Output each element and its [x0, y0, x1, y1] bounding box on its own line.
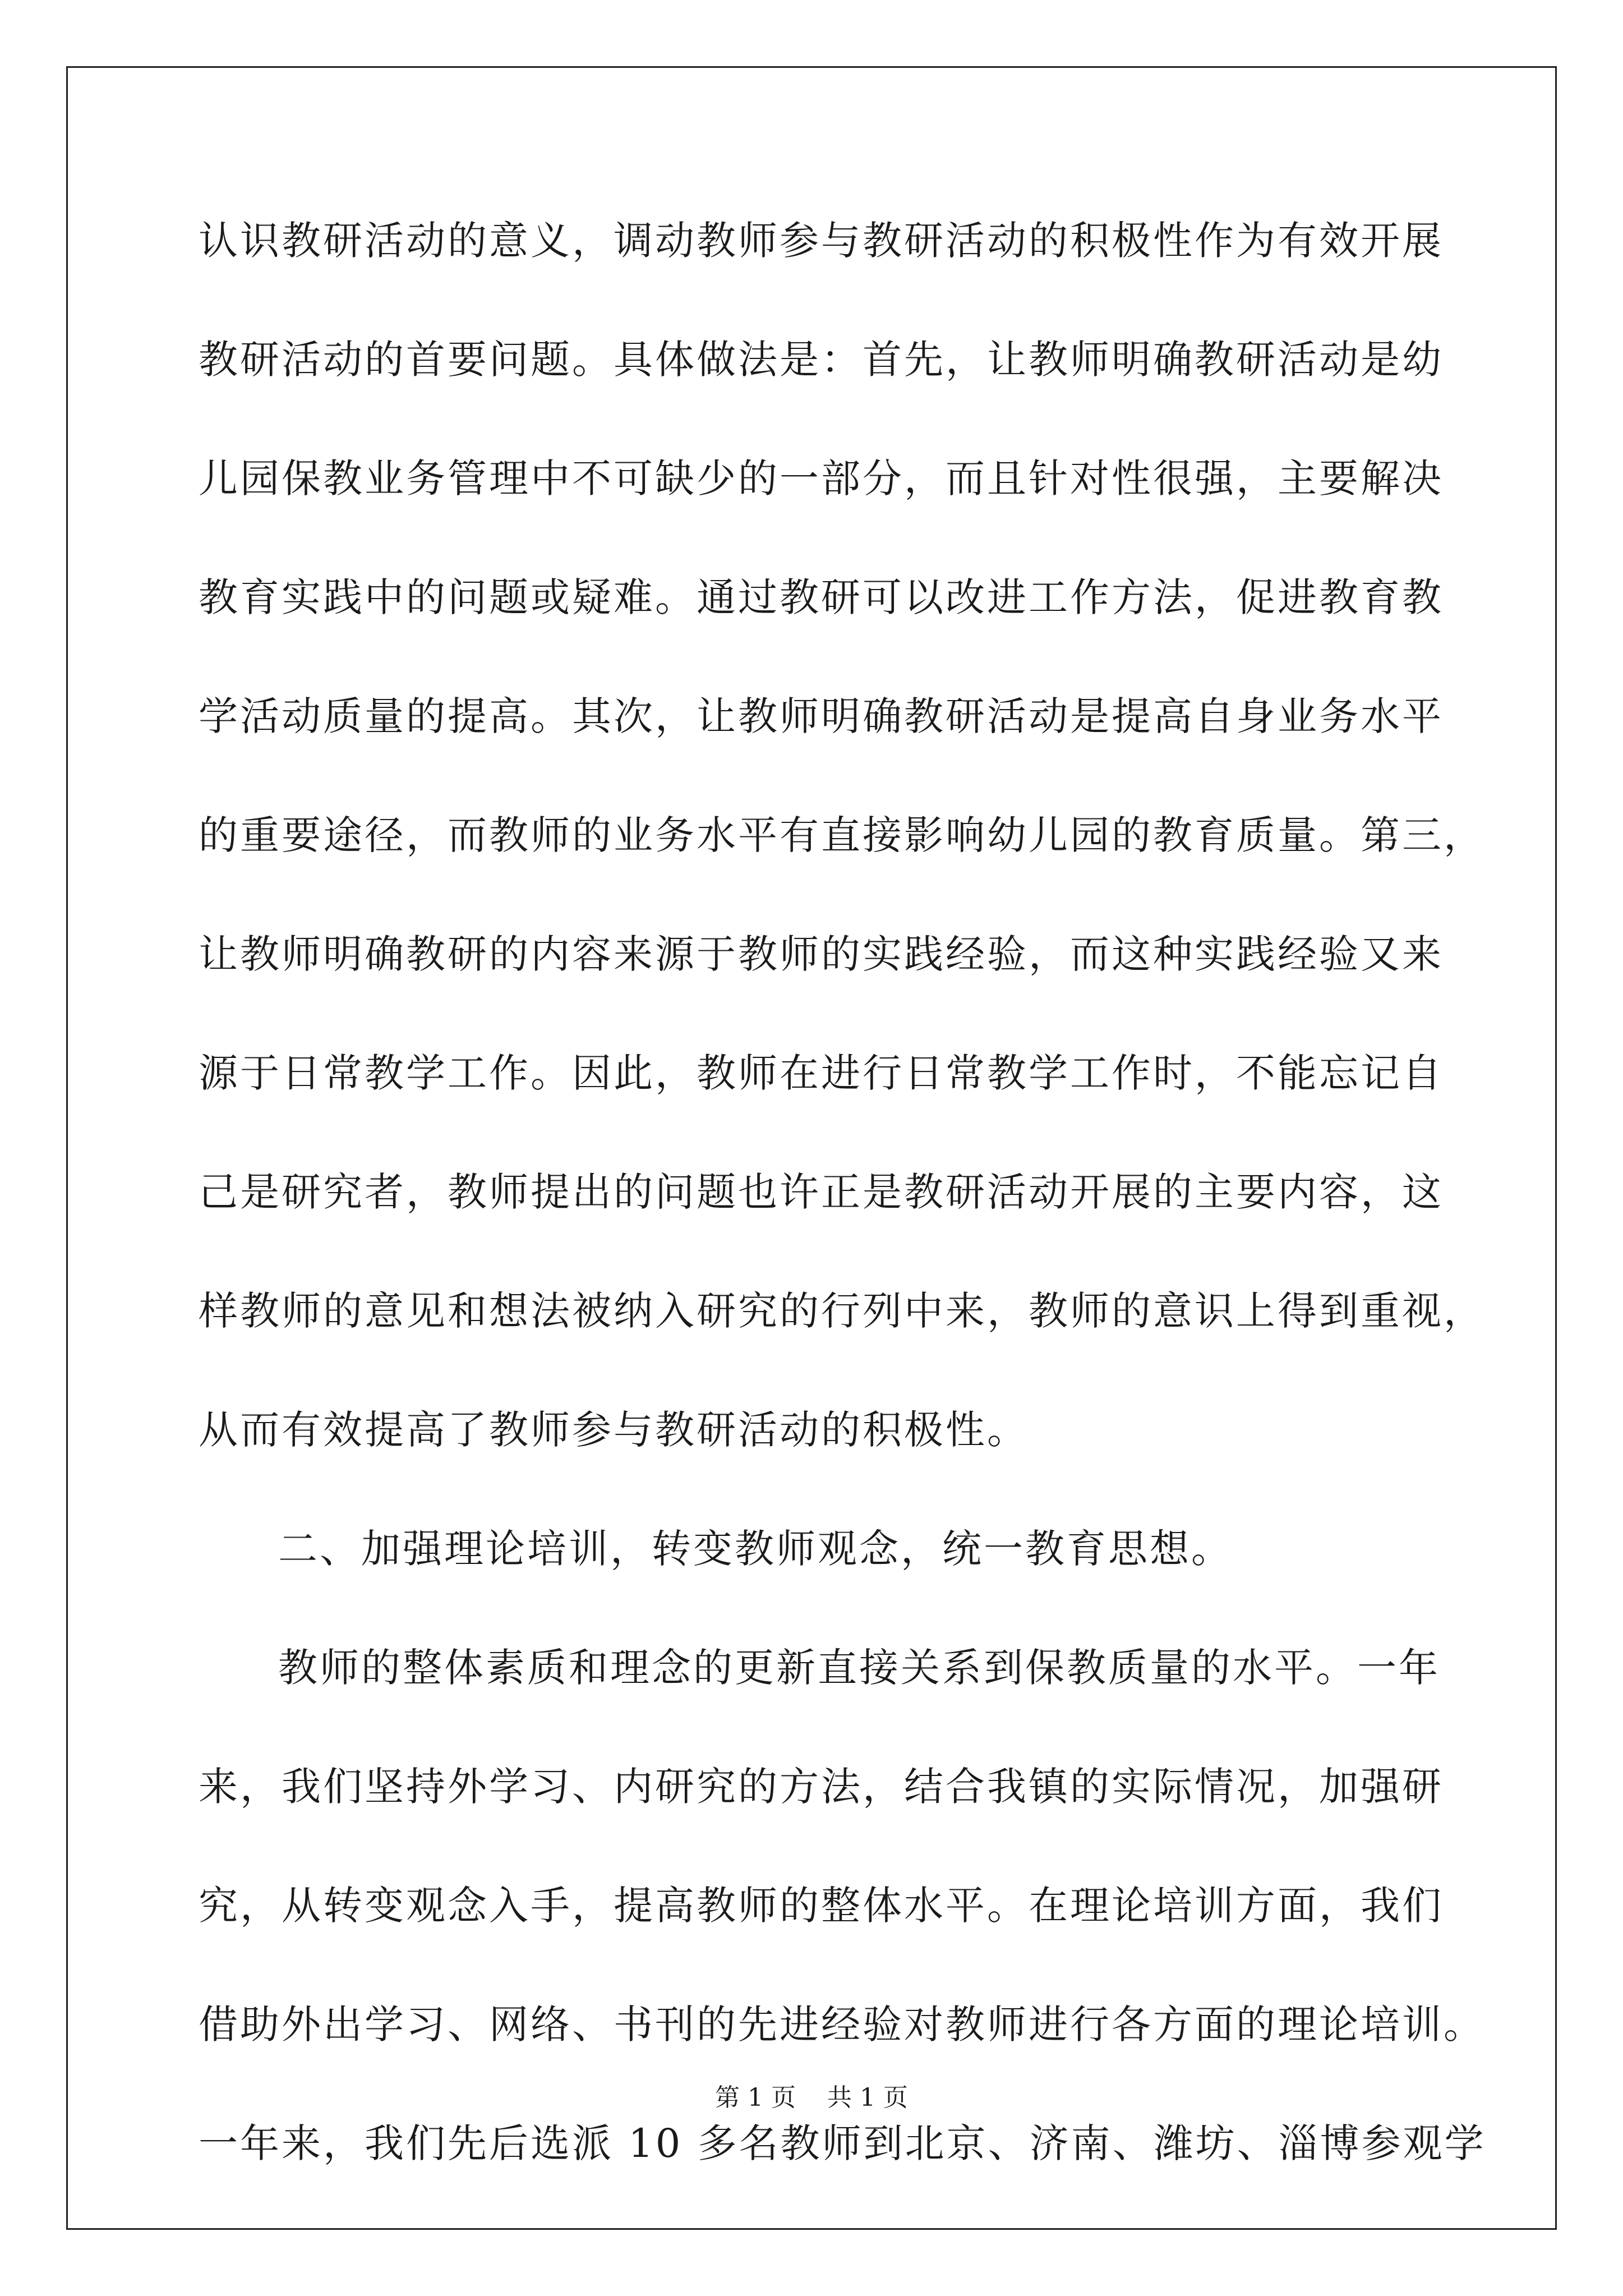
body-line-7: 让教师明确教研的内容来源于教师的实践经验，而这种实践经验又来 [199, 931, 1444, 977]
body-line-3: 儿园保教业务管理中不可缺少的一部分，而且针对性很强，主要解决 [199, 455, 1444, 501]
body-line-16: 借助外出学习、网络、书刊的先进经验对教师进行各方面的理论培训。 [199, 2001, 1485, 2047]
body-line-13: 教师的整体素质和理念的更新直接关系到保教质量的水平。一年 [278, 1645, 1440, 1691]
body-line-11: 从而有效提高了教师参与教研活动的积极性。 [199, 1407, 1029, 1453]
body-line-15: 究，从转变观念入手，提高教师的整体水平。在理论培训方面，我们 [199, 1883, 1444, 1929]
body-line-17: 一年来，我们先后选派 10 多名教师到北京、济南、潍坊、淄博参观学 [199, 2120, 1486, 2166]
body-line-2: 教研活动的首要问题。具体做法是：首先，让教师明确教研活动是幼 [199, 337, 1444, 383]
body-line-4: 教育实践中的问题或疑难。通过教研可以改进工作方法，促进教育教 [199, 574, 1444, 620]
page-footer: 第 1 页 共 1 页 [715, 2083, 908, 2112]
body-line-14: 来，我们坚持外学习、内研究的方法，结合我镇的实际情况，加强研 [199, 1764, 1444, 1810]
section-heading: 二、加强理论培训，转变教师观念，统一教育思想。 [278, 1526, 1233, 1572]
body-line-9: 己是研究者，教师提出的问题也许正是教研活动开展的主要内容，这 [199, 1169, 1444, 1215]
body-line-5: 学活动质量的提高。其次，让教师明确教研活动是提高自身业务水平 [199, 693, 1444, 739]
body-line-10: 样教师的意见和想法被纳入研究的行列中来，教师的意识上得到重视， [199, 1288, 1485, 1334]
body-line-6: 的重要途径，而教师的业务水平有直接影响幼儿园的教育质量。第三， [199, 812, 1485, 858]
body-line-8: 源于日常教学工作。因此，教师在进行日常教学工作时，不能忘记自 [199, 1050, 1444, 1096]
body-line-1: 认识教研活动的意义，调动教师参与教研活动的积极性作为有效开展 [199, 218, 1444, 264]
